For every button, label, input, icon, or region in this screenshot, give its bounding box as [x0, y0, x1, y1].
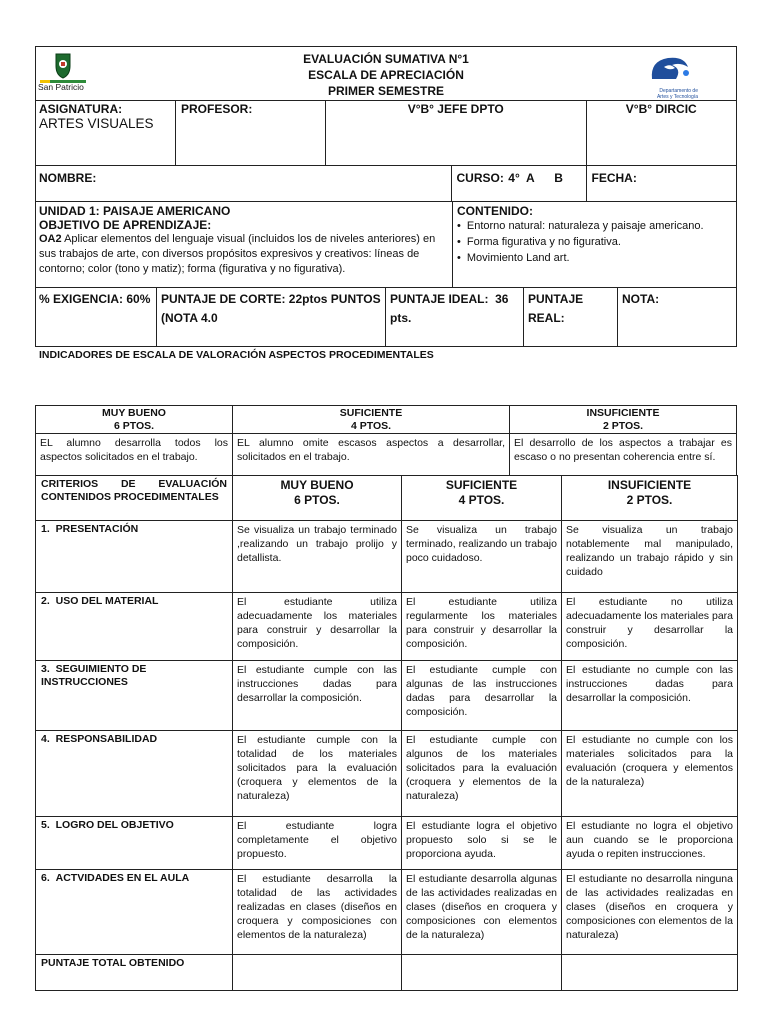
criteria-table	[35, 475, 738, 991]
scale-title: SUFICIENTE	[339, 407, 403, 419]
fecha-cell	[586, 166, 737, 202]
corte-cell	[157, 288, 386, 347]
total-suficiente-cell[interactable]	[402, 955, 562, 991]
real-line-1: PUNTAJE	[528, 292, 584, 306]
title-line-1: EVALUACIÓN SUMATIVA N°1	[303, 52, 469, 66]
scale-desc: El desarrollo de los aspectos a trabajar es escaso o no presentan coherencia entre sí.	[510, 434, 737, 476]
content-item: • Entorno natural: naturaleza y paisaje americano.	[457, 218, 732, 234]
scale-desc: EL alumno desarrolla todos los aspectos solicitados en el trabajo.	[36, 434, 233, 476]
department-logo-icon	[642, 53, 698, 83]
criteria-insuficiente: El estudiante no desarrolla ninguna de las actividades realizadas en clases (diseños en croquera y composiciones con elementos de la naturaleza)	[562, 870, 738, 955]
nota-cell	[618, 288, 737, 347]
criteria-muy-bueno: Se visualiza un trabajo terminado ,realizando un trabajo prolijo y detallista.	[233, 521, 402, 593]
indicators-title: INDICADORES DE ESCALA DE VALORACIÓN ASPECTOS PROCEDIMENTALES	[39, 349, 434, 361]
curso-value: 4° A B	[508, 171, 563, 185]
real-cell	[524, 288, 618, 347]
jefe-dpto-label: V°B° JEFE DPTO	[407, 102, 504, 116]
criteria-name: SEGUIMIENTO DE INSTRUCCIONES	[41, 663, 147, 688]
dircic-label: V°B° DIRCIC	[625, 102, 697, 116]
dept-logo-line-1: Departamento de	[659, 88, 698, 94]
oa-text: Aplicar elementos del lenguaje visual (incluidos los de niveles anteriores) en sus trabajos de arte, con diversos propósitos expresivos y creativos: líneas de contorno; color (tono y matiz); forma (figurativa y no figurativa).	[39, 233, 436, 275]
criteria-insuficiente: El estudiante no cumple con los materiales solicitados para la evaluación (croquera y elementos de la naturaleza)	[562, 731, 738, 817]
criteria-name: RESPONSABILIDAD	[55, 733, 158, 745]
school-name: San Patricio	[38, 82, 84, 92]
school-logo	[38, 51, 88, 91]
criteria-row	[36, 870, 738, 955]
content-list	[457, 218, 732, 266]
nombre-cell	[36, 166, 452, 202]
criteria-head-muy-bueno	[233, 476, 402, 521]
curso-cell	[451, 166, 586, 202]
criteria-insuficiente: El estudiante no cumple con las instrucciones dadas para desarrollar la composición.	[562, 661, 738, 731]
criteria-header-text: CRITERIOS DE EVALUACIÓN CONTENIDOS PROCEDIMENTALES	[41, 478, 227, 503]
document-title	[36, 47, 736, 99]
criteria-row	[36, 521, 738, 593]
criteria-col-points: 2 PTOS.	[626, 493, 673, 507]
objective-label: OBJETIVO DE APRENDIZAJE:	[39, 218, 212, 232]
criteria-head-suficiente	[402, 476, 562, 521]
content-item: • Movimiento Land art.	[457, 250, 732, 266]
fecha-label: FECHA:	[591, 171, 637, 185]
criteria-name-cell	[36, 521, 233, 593]
profesor-label: PROFESOR:	[181, 102, 253, 116]
exigencia-label: % EXIGENCIA: 60%	[39, 292, 151, 306]
criteria-number: 5.	[41, 819, 50, 831]
content-item: • Forma figurativa y no figurativa.	[457, 234, 732, 250]
criteria-insuficiente: Se visualiza un trabajo notablemente mal manipulado, realizando un trabajo rápido y sin cuidado	[562, 521, 738, 593]
scale-points: 6 PTOS.	[113, 420, 155, 432]
criteria-col-points: 6 PTOS.	[294, 493, 340, 507]
scale-head-muy-bueno	[36, 406, 233, 434]
criteria-muy-bueno: El estudiante cumple con la totalidad de los materiales solicitados para la evaluación (croquera y elementos de la naturaleza)	[233, 731, 402, 817]
corte-line-2: (NOTA 4.0	[161, 311, 218, 325]
criteria-name-cell	[36, 870, 233, 955]
scale-title: INSUFICIENTE	[586, 407, 660, 419]
criteria-row	[36, 817, 738, 870]
content-cell	[453, 202, 737, 288]
dept-logo-line-2: Artes y Tecnología	[656, 94, 698, 100]
criteria-row	[36, 661, 738, 731]
criteria-col-points: 4 PTOS.	[458, 493, 505, 507]
profesor-cell	[176, 101, 326, 166]
total-muy-bueno-cell[interactable]	[233, 955, 402, 991]
criteria-muy-bueno: El estudiante desarrolla la totalidad de las actividades realizadas en clases (diseños en croquera y composiciones con elementos de la naturaleza)	[233, 870, 402, 955]
title-line-3: PRIMER SEMESTRE	[327, 84, 444, 98]
total-row	[36, 955, 738, 991]
criteria-row	[36, 593, 738, 661]
corte-line-1: PUNTAJE DE CORTE: 22ptos PUNTOS	[161, 292, 381, 306]
criteria-col-title: INSUFICIENTE	[607, 478, 692, 492]
criteria-suficiente: El estudiante cumple con algunos de los materiales solicitados para la evaluación (croquera y elementos de la naturaleza)	[402, 731, 562, 817]
nota-label: NOTA:	[622, 292, 660, 306]
criteria-muy-bueno: El estudiante logra completamente el objetivo propuesto.	[233, 817, 402, 870]
criteria-suficiente: Se visualiza un trabajo terminado, realizando un trabajo poco cuidadoso.	[402, 521, 562, 593]
criteria-col-title: SUFICIENTE	[445, 478, 518, 492]
dircic-cell	[586, 101, 737, 166]
nombre-label: NOMBRE:	[39, 171, 97, 185]
exigencia-cell	[36, 288, 157, 347]
scale-points: 4 PTOS.	[350, 420, 392, 432]
criteria-insuficiente: El estudiante no utiliza adecuadamente los materiales para construir y desarrollar la composición.	[562, 593, 738, 661]
criteria-suficiente: El estudiante logra el objetivo propuesto solo si se le proporciona ayuda.	[402, 817, 562, 870]
criteria-number: 2.	[41, 595, 50, 607]
content-label: CONTENIDO:	[457, 204, 533, 218]
criteria-name-cell	[36, 817, 233, 870]
criteria-muy-bueno: El estudiante cumple con las instrucciones dadas para desarrollar la composición.	[233, 661, 402, 731]
criteria-name-cell	[36, 593, 233, 661]
ideal-line-2: pts.	[390, 311, 412, 325]
criteria-name-cell	[36, 731, 233, 817]
criteria-suficiente: El estudiante utiliza regularmente los materiales para construir y desarrollar la composición.	[402, 593, 562, 661]
criteria-name: PRESENTACIÓN	[55, 523, 139, 535]
objective-text	[39, 232, 449, 277]
scale-desc: EL alumno omite escasos aspectos a desarrollar, solicitados en el trabajo.	[233, 434, 510, 476]
criteria-muy-bueno: El estudiante utiliza adecuadamente los materiales para construir y desarrollar la composición.	[233, 593, 402, 661]
header-cell	[36, 47, 737, 101]
title-line-2: ESCALA DE APRECIACIÓN	[308, 68, 464, 82]
scores-table	[35, 287, 737, 347]
department-logo	[642, 53, 698, 100]
criteria-suficiente: El estudiante cumple con algunas de las instrucciones dadas para desarrollar la composición.	[402, 661, 562, 731]
header-table	[35, 46, 737, 202]
jefe-dpto-cell	[326, 101, 587, 166]
criteria-col-title: MUY BUENO	[280, 478, 354, 492]
curso-label: CURSO:	[456, 171, 504, 185]
criteria-name: USO DEL MATERIAL	[55, 595, 159, 607]
criteria-insuficiente: El estudiante no logra el objetivo aun cuando se le proporciona ayuda o repiten instrucciones.	[562, 817, 738, 870]
real-line-2: REAL:	[528, 311, 565, 325]
ideal-line-1: PUNTAJE IDEAL: 36	[390, 292, 509, 306]
unit-cell	[36, 202, 453, 288]
criteria-name: LOGRO DEL OBJETIVO	[55, 819, 174, 831]
total-insuficiente-cell[interactable]	[562, 955, 738, 991]
criteria-number: 1.	[41, 523, 50, 535]
criteria-name: ACTVIDADES EN EL AULA	[55, 872, 190, 884]
total-label: PUNTAJE TOTAL OBTENIDO	[36, 955, 233, 991]
oa-code: OA2	[39, 233, 62, 245]
criteria-name-cell	[36, 661, 233, 731]
criteria-head-insuficiente	[562, 476, 738, 521]
scale-points: 2 PTOS.	[602, 420, 644, 432]
scale-head-suficiente	[233, 406, 510, 434]
ideal-cell	[386, 288, 524, 347]
criteria-row	[36, 731, 738, 817]
criteria-number: 4.	[41, 733, 50, 745]
criteria-number: 3.	[41, 663, 50, 675]
scale-head-insuficiente	[510, 406, 737, 434]
scale-title: MUY BUENO	[102, 407, 166, 419]
unit-title: UNIDAD 1: PAISAJE AMERICANO	[39, 204, 231, 218]
criteria-header-label	[36, 476, 233, 521]
asignatura-label: ASIGNATURA:	[39, 102, 123, 116]
unit-table	[35, 201, 737, 288]
asignatura-cell	[36, 101, 176, 166]
asignatura-value: ARTES VISUALES	[39, 116, 154, 131]
criteria-suficiente: El estudiante desarrolla algunas de las actividades realizadas en clases (diseños en croquera y composiciones con elementos de la naturaleza)	[402, 870, 562, 955]
scale-table	[35, 405, 737, 476]
criteria-number: 6.	[41, 872, 50, 884]
